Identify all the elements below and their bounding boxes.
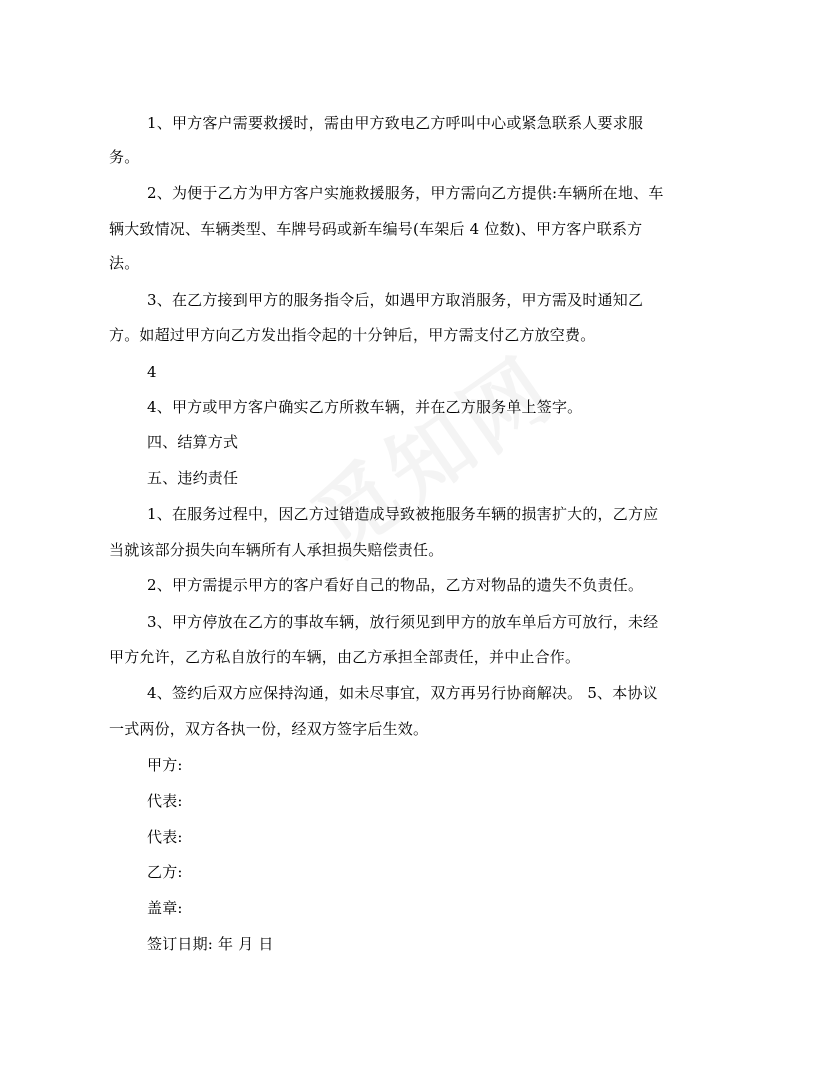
liability-2-line-1: 2、甲方需提示甲方的客户看好自己的物品，乙方对物品的遗失不负责任。 — [147, 576, 644, 594]
liability-3-line-2: 甲方允许，乙方私自放行的车辆，由乙方承担全部责任，并中止合作。 — [109, 648, 581, 666]
clause-2-line-3: 法。 — [109, 254, 140, 272]
liability-1-line-1: 1、在服务过程中，因乙方过错造成导致被拖服务车辆的损害扩大的，乙方应 — [147, 505, 659, 523]
clause-3-line-2: 方。如超过甲方向乙方发出指令起的十分钟后，甲方需支付乙方放空费。 — [109, 326, 596, 344]
section-4-heading: 四、结算方式 — [147, 433, 239, 451]
liability-4-line-1: 4、签约后双方应保持沟通，如未尽事宜，双方再另行协商解决。 5、本协议 — [147, 684, 658, 702]
seal-label: 盖章: — [147, 899, 183, 917]
party-b-label: 乙方: — [147, 863, 183, 881]
representative-label: 代表: — [147, 792, 183, 810]
liability-3-line-1: 3、甲方停放在乙方的事故车辆，放行须见到甲方的放车单后方可放行，未经 — [147, 613, 659, 631]
clause-1-line-1: 1、甲方客户需要救援时，需由甲方致电乙方呼叫中心或紧急联系人要求服 — [147, 114, 644, 132]
representative-label: 代表: — [147, 828, 183, 846]
clause-3-line-1: 3、在乙方接到甲方的服务指令后，如遇甲方取消服务，甲方需及时通知乙 — [147, 291, 644, 309]
liability-4-line-2: 一式两份，双方各执一份，经双方签字后生效。 — [109, 720, 429, 738]
clause-2-line-1: 2、为便于乙方为甲方客户实施救援服务，甲方需向乙方提供:车辆所在地、车 — [147, 184, 664, 202]
party-a-label: 甲方: — [147, 756, 183, 774]
page-number: 4 — [147, 363, 157, 381]
clause-1-line-2: 务。 — [109, 148, 140, 166]
sign-date-label: 签订日期: 年 月 日 — [147, 935, 274, 953]
section-5-heading: 五、违约责任 — [147, 469, 239, 487]
clause-4-line-1: 4、甲方或甲方客户确实乙方所救车辆，并在乙方服务单上签字。 — [147, 398, 583, 416]
liability-1-line-2: 当就该部分损失向车辆所有人承担损失赔偿责任。 — [109, 541, 444, 559]
clause-2-line-2: 辆大致情况、车辆类型、车牌号码或新车编号(车架后 4 位数)、甲方客户联系方 — [109, 220, 643, 238]
